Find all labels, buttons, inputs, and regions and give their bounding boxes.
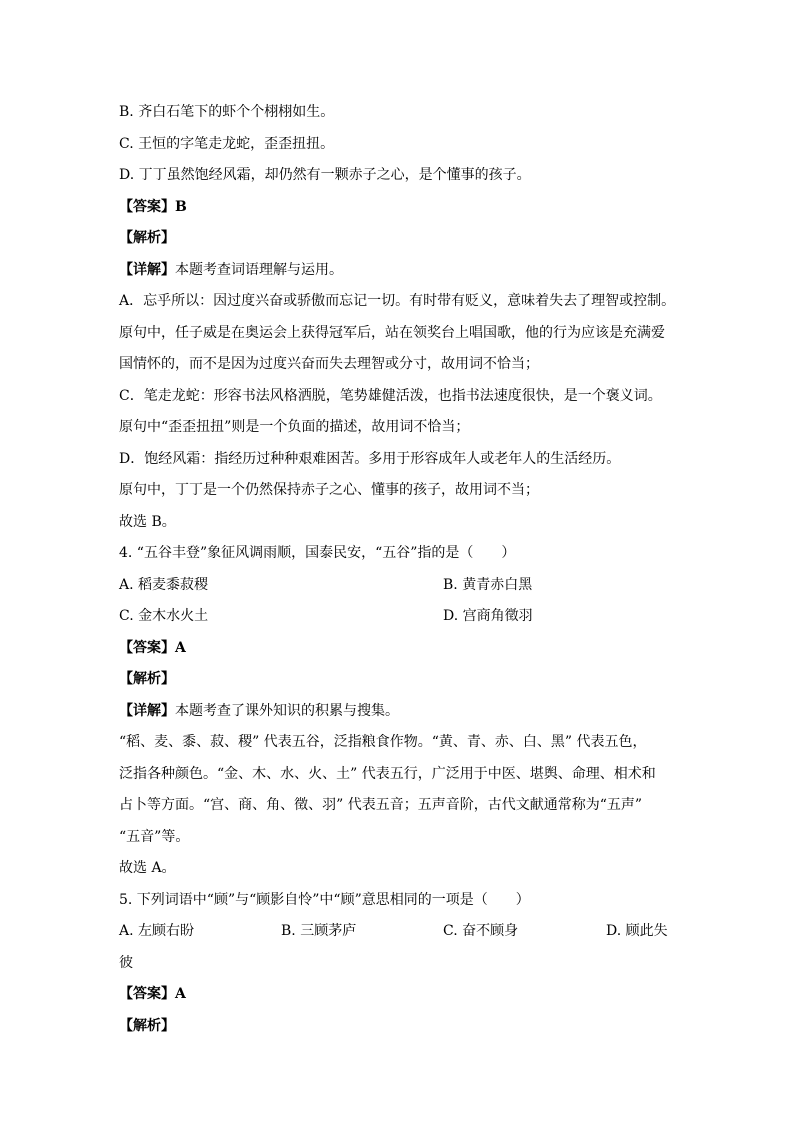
q4-detail	[119, 703, 399, 719]
q5-option-c: C. 奋不顾身	[443, 923, 519, 939]
q3-analysis-heading: 【解析】	[119, 230, 175, 246]
q3-option-d: D. 丁丁虽然饱经风霜，却仍然有一颗赤子之心，是个懂事的孩子。	[119, 167, 531, 183]
q4-analysis-heading: 【解析】	[119, 671, 175, 687]
q5-stem: 5. 下列词语中“顾”与“顾影自怜”中“顾”意思相同的一项是（ ）	[119, 892, 530, 908]
q4-para2: 泛指各种颜色。“金、木、水、火、土” 代表五行，广泛用于中医、堪舆、命理、相术和	[119, 766, 656, 782]
q5-option-d: D. 顾此失	[606, 923, 668, 939]
q4-para3: 占卜等方面。“宫、商、角、徵、羽” 代表五音；五声音阶，古代文献通常称为“五声”	[119, 797, 643, 813]
q4-detail-intro: 本题考查了课外知识的积累与搜集。	[175, 703, 399, 719]
q3-option-b: B. 齐白石笔下的虾个个栩栩如生。	[119, 104, 335, 120]
q4-option-b: B. 黄青赤白黑	[443, 577, 533, 593]
q3-para-d2: 原句中，丁丁是一个仍然保持赤子之心、懂事的孩子，故用词不当；	[119, 482, 539, 498]
q3-conclusion: 故选 B。	[119, 514, 176, 530]
q3-detail-intro: 本题考查词语理解与运用。	[175, 262, 343, 278]
q5-option-d-wrap: 彼	[119, 955, 133, 971]
q3-para-a2: 原句中，任子威是在奥运会上获得冠军后，站在领奖台上唱国歌，他的行为应该是充满爱	[119, 325, 665, 341]
q3-para-c2: 原句中“歪歪扭扭”则是一个负面的描述，故用词不恰当；	[119, 419, 470, 435]
q3-option-c: C. 王恒的字笔走龙蛇，歪歪扭扭。	[119, 136, 335, 152]
q4-stem: 4. “五谷丰登”象征风调雨顺，国泰民安，“五谷”指的是（ ）	[119, 545, 516, 561]
q3-answer: 【答案】B	[119, 199, 187, 215]
q5-option-b: B. 三顾茅庐	[281, 923, 357, 939]
q3-detail	[119, 262, 343, 278]
q3-para-d1: D．饱经风霜：指经历过种种艰难困苦。多用于形容成年人或老年人的生活经历。	[119, 451, 621, 467]
q4-conclusion: 故选 A。	[119, 860, 176, 876]
q4-para4: “五音”等。	[119, 829, 190, 845]
q5-answer: 【答案】A	[119, 986, 186, 1002]
q4-option-d: D. 宫商角徵羽	[443, 608, 533, 624]
q3-para-c1: C．笔走龙蛇：形容书法风格洒脱，笔势雄健活泼，也指书法速度很快，是一个褒义词。	[119, 388, 662, 404]
q3-para-a3: 国情怀的，而不是因为过度兴奋而失去理智或分寸，故用词不恰当；	[119, 356, 539, 372]
q5-option-a: A. 左顾右盼	[119, 923, 195, 939]
q4-option-a: A. 稻麦黍菽稷	[119, 577, 209, 593]
q4-answer: 【答案】A	[119, 640, 186, 656]
q3-para-a1: A．忘乎所以：因过度兴奋或骄傲而忘记一切。有时带有贬义，意味着失去了理智或控制。	[119, 293, 676, 309]
q4-detail-heading: 【详解】	[119, 703, 175, 719]
q4-para1: “稻、麦、黍、菽、稷” 代表五谷，泛指粮食作物。“黄、青、赤、白、黑” 代表五色，	[119, 734, 647, 750]
q5-analysis-heading: 【解析】	[119, 1018, 175, 1034]
q3-detail-heading: 【详解】	[119, 262, 175, 278]
q4-option-c: C. 金木水火土	[119, 608, 209, 624]
